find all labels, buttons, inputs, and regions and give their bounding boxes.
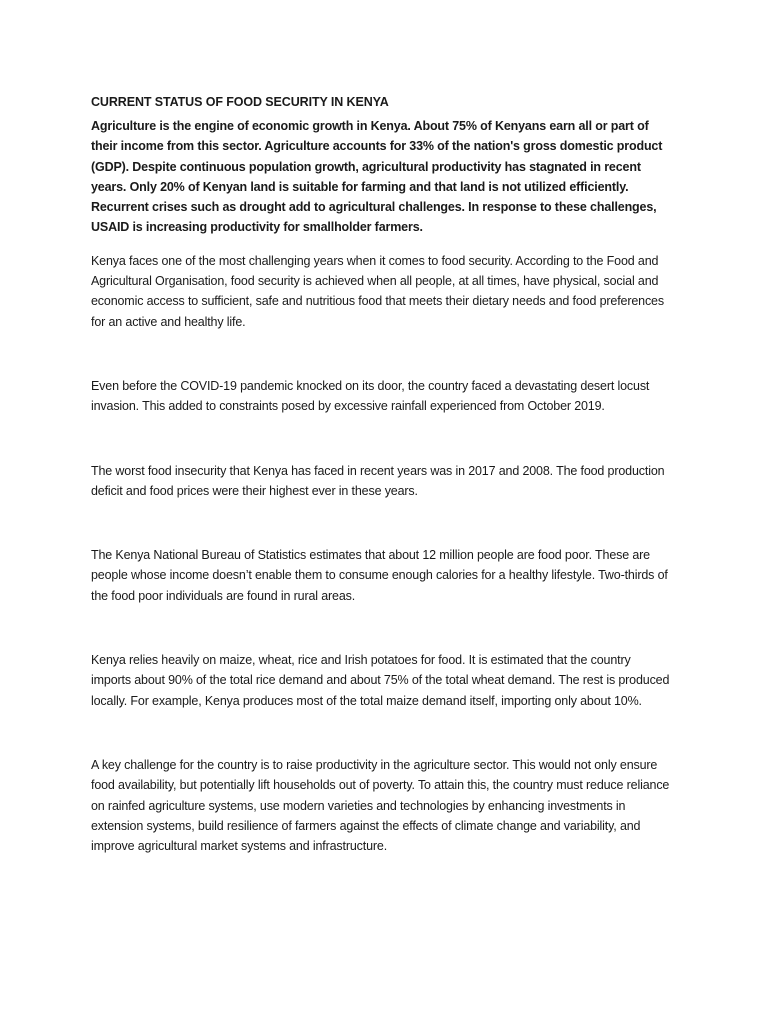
document-body: [91, 92, 671, 856]
paragraph-locust-invasion: Even before the COVID-19 pandemic knocked on its door, the country faced a devastating desert locust invasion. This added to constraints posed by excessive rainfall experienced from October 2019.: [91, 378, 650, 414]
intro-paragraph: Agriculture is the engine of economic growth in Kenya. About 75% of Kenyans earn all or part of their income from this sector. Agriculture accounts for 33% of the nation's gross domestic product (GDP). Despite continuous population growth, agricultural productivity has stagnated in recent years. Only 20% of Kenyan land is suitable for farming and that land is not utilized efficiently. Recurrent crises such as drought add to agricultural challenges. In response to these challenges, USAID is increasing productivity for smallholder farmers.: [91, 119, 663, 235]
paragraph-food-security-definition: Kenya faces one of the most challenging years when it comes to food security. According to the Food and Agricultural Organisation, food security is achieved when all people, at all times, have physical, social and economic access to sufficient, safe and nutritious food that meets their dietary needs and food preferences for an active and healthy life.: [91, 253, 664, 329]
paragraph-productivity-challenge: A key challenge for the country is to raise productivity in the agriculture sector. This would not only ensure food availability, but potentially lift households out of poverty. To attain this, the country must reduce reliance on rainfed agriculture systems, use modern varieties and technologies by enhancing investments in extension systems, build resilience of farmers against the effects of climate change and variability, and improve agricultural market systems and infrastructure.: [91, 757, 670, 854]
paragraph-staple-imports: Kenya relies heavily on maize, wheat, rice and Irish potatoes for food. It is estimated that the country imports about 90% of the total rice demand and about 75% of the total wheat demand. The rest is produced locally. For example, Kenya produces most of the total maize demand itself, importing only about 10%.: [91, 653, 670, 708]
paragraph-food-poor: The Kenya National Bureau of Statistics estimates that about 12 million people are food poor. These are people whose income doesn’t enable them to consume enough calories for a healthy lifestyle. Two-thirds of the food poor individuals are found in rural areas.: [91, 548, 668, 603]
paragraph-worst-insecurity: The worst food insecurity that Kenya has faced in recent years was in 2017 and 2008. The food production deficit and food prices were their highest ever in these years.: [91, 463, 665, 498]
document-title: CURRENT STATUS OF FOOD SECURITY IN KENYA: [91, 95, 389, 109]
